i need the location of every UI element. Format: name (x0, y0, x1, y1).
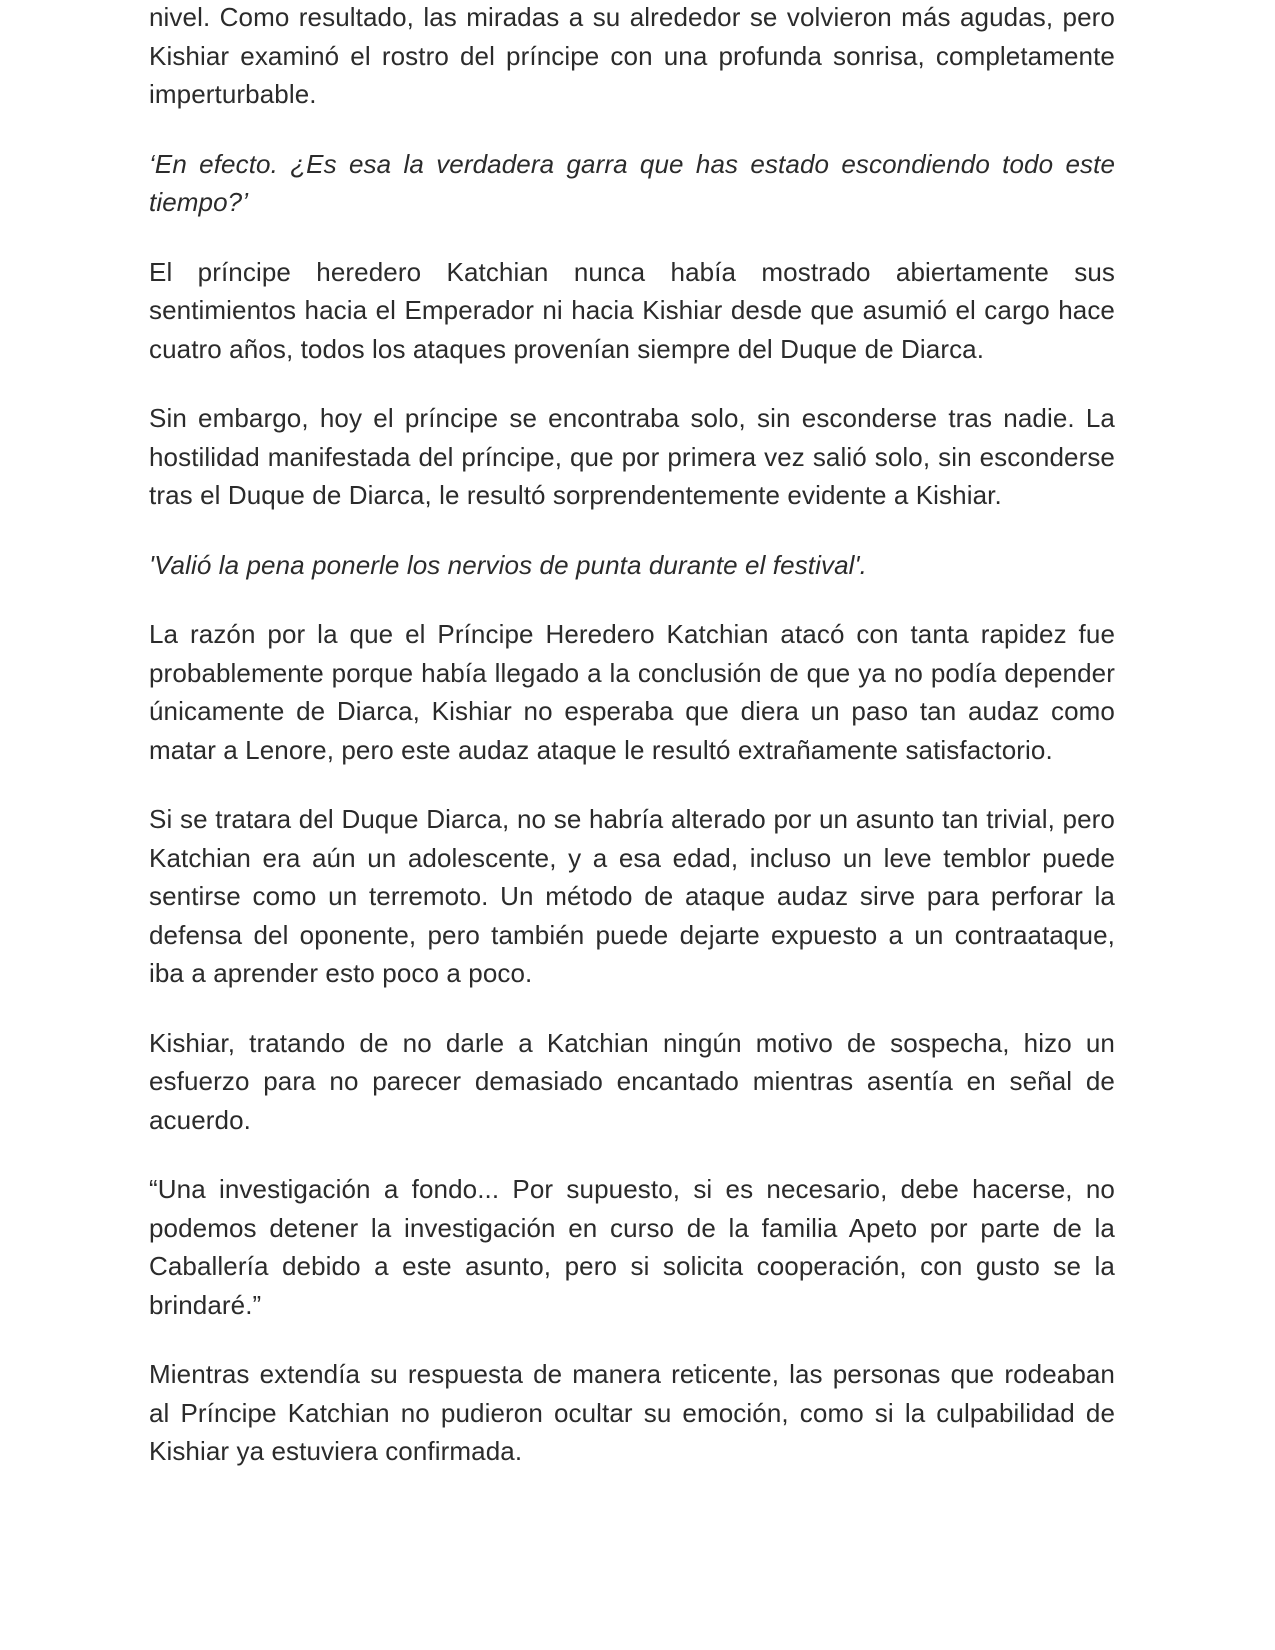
paragraph: Kishiar, tratando de no darle a Katchian ningún motivo de sospecha, hizo un esfuerzo para no parecer demasiado encantado mientras asentía en señal de acuerdo. (149, 1027, 1115, 1135)
paragraph: Mientras extendía su respuesta de manera reticente, las personas que rodeaban al Príncipe Katchian no pudieron ocultar su emoción, como si la culpabilidad de Kishiar ya estuviera confirmada. (149, 1359, 1115, 1466)
paragraph: La razón por la que el Príncipe Heredero Katchian atacó con tanta rapidez fue probablemente porque había llegado a la conclusión de que ya no podía depender únicamente de Diarca, Kishiar no esperaba que diera un paso tan audaz como matar a Lenore, pero este audaz ataque le resultó extrañamente satisfactorio. (149, 619, 1115, 765)
document-page (149, 0, 1115, 1502)
italic-thought-paragraph: 'Valió la pena ponerle los nervios de punta durante el festival'. (149, 549, 867, 580)
paragraph: Sin embargo, hoy el príncipe se encontraba solo, sin esconderse tras nadie. La hostilidad manifestada del príncipe, que por primera vez salió solo, sin esconderse tras el Duque de Diarca, le resultó sorprendentemente evidente a Kishiar. (149, 403, 1115, 510)
paragraph: Si se tratara del Duque Diarca, no se habría alterado por un asunto tan trivial, pero Katchian era aún un adolescente, y a esa edad, incluso un leve temblor puede sentirse como un terremoto. Un método de ataque audaz sirve para perforar la defensa del oponente, pero también puede dejarte expuesto a un contraataque, iba a aprender esto poco a poco. (149, 804, 1115, 988)
paragraph: nivel. Como resultado, las miradas a su alrededor se volvieron más agudas, pero Kishiar examinó el rostro del príncipe con una profunda sonrisa, completamente imperturbable. (149, 2, 1115, 109)
italic-thought-paragraph: ‘En efecto. ¿Es esa la verdadera garra que has estado escondiendo todo este tiempo?’ (149, 148, 1115, 217)
dialogue-paragraph: “Una investigación a fondo... Por supuesto, si es necesario, debe hacerse, no podemos detener la investigación en curso de la familia Apeto por parte de la Caballería debido a este asunto, pero si solicita cooperación, con gusto se la brindaré.” (149, 1174, 1115, 1320)
paragraph: El príncipe heredero Katchian nunca había mostrado abiertamente sus sentimientos hacia el Emperador ni hacia Kishiar desde que asumió el cargo hace cuatro años, todos los ataques provenían siempre del Duque de Diarca. (149, 256, 1115, 364)
